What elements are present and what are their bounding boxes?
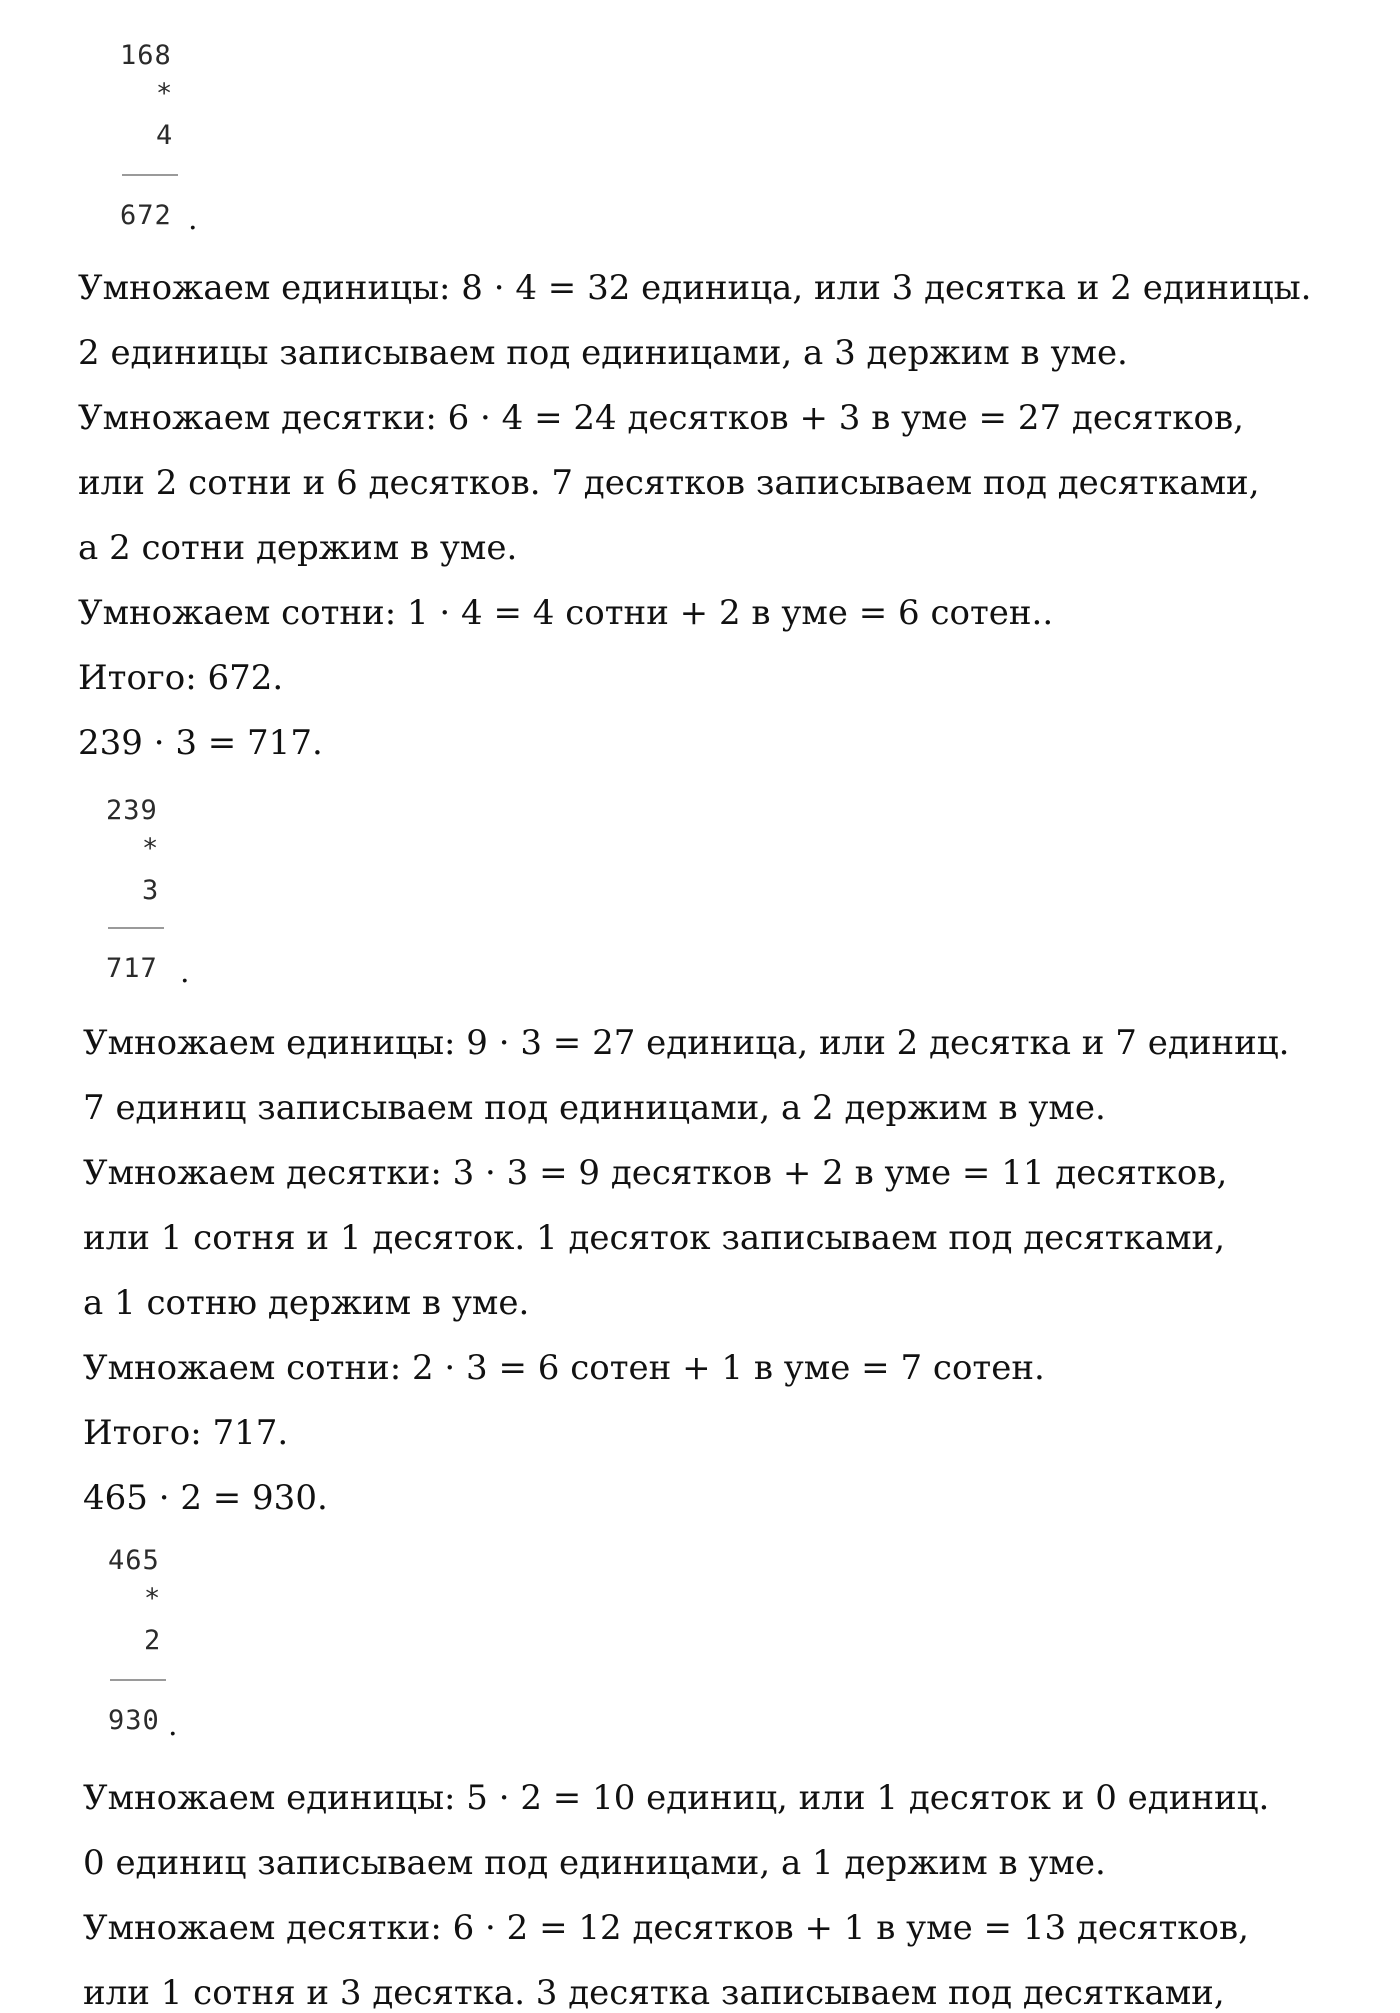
text-line: 2 единицы записываем под единицами, а 3 держим в уме. (78, 333, 1128, 373)
result-line (108, 927, 164, 929)
text-line: Умножаем единицы: 9 · 3 = 27 единица, или 2 десятка и 7 единиц. (83, 1023, 1290, 1063)
multiplier: 2 (144, 1625, 162, 1656)
text-line: Умножаем десятки: 3 · 3 = 9 десятков + 2 в уме = 11 десятков, (83, 1153, 1228, 1193)
text-line: 465 · 2 = 930. (83, 1478, 328, 1518)
text-line: Итого: 672. (78, 658, 284, 698)
explanation-1 (78, 268, 1378, 788)
text-line: а 2 сотни держим в уме. (78, 528, 518, 568)
product: 930 (108, 1705, 160, 1736)
trailing-dot: . (168, 1708, 179, 1743)
multiplicand: 465 (108, 1545, 160, 1576)
result-line (110, 1679, 166, 1681)
text-line: Умножаем сотни: 1 · 4 = 4 сотни + 2 в уме = 6 сотен.. (78, 593, 1054, 633)
multiply-sign: * (144, 1583, 162, 1614)
text-line: а 1 сотню держим в уме. (83, 1283, 530, 1323)
text-line: 0 единиц записываем под единицами, а 1 держим в уме. (83, 1843, 1106, 1883)
product: 717 (106, 953, 158, 984)
result-line (122, 174, 178, 176)
explanation-3 (83, 1778, 1383, 2013)
text-line: Умножаем десятки: 6 · 4 = 24 десятков + 3 в уме = 27 десятков, (78, 398, 1244, 438)
text-line: Умножаем единицы: 8 · 4 = 32 единица, или 3 десятка и 2 единицы. (78, 268, 1312, 308)
trailing-dot: . (188, 202, 199, 237)
text-line: 7 единиц записываем под единицами, а 2 держим в уме. (83, 1088, 1106, 1128)
text-line: или 2 сотни и 6 десятков. 7 десятков записываем под десятками, (78, 463, 1260, 503)
multiplicand: 168 (120, 40, 172, 71)
multiply-sign: * (156, 78, 174, 109)
multiplier: 4 (156, 120, 174, 151)
multiplicand: 239 (106, 795, 158, 826)
text-line: Умножаем десятки: 6 · 2 = 12 десятков + 1 в уме = 13 десятков, (83, 1908, 1249, 1948)
multiplier: 3 (142, 875, 160, 906)
text-line: 239 · 3 = 717. (78, 723, 323, 763)
text-line: Умножаем сотни: 2 · 3 = 6 сотен + 1 в уме = 7 сотен. (83, 1348, 1045, 1388)
text-line: Итого: 717. (83, 1413, 289, 1453)
text-line: или 1 сотня и 1 десяток. 1 десяток записываем под десятками, (83, 1218, 1226, 1258)
text-line: или 1 сотня и 3 десятка. 3 десятка записываем под десятками, (83, 1973, 1225, 2013)
product: 672 (120, 200, 172, 231)
explanation-2 (83, 1023, 1383, 1543)
text-line: Умножаем единицы: 5 · 2 = 10 единиц, или 1 десяток и 0 единиц. (83, 1778, 1270, 1818)
trailing-dot: . (180, 955, 191, 990)
multiply-sign: * (142, 833, 160, 864)
